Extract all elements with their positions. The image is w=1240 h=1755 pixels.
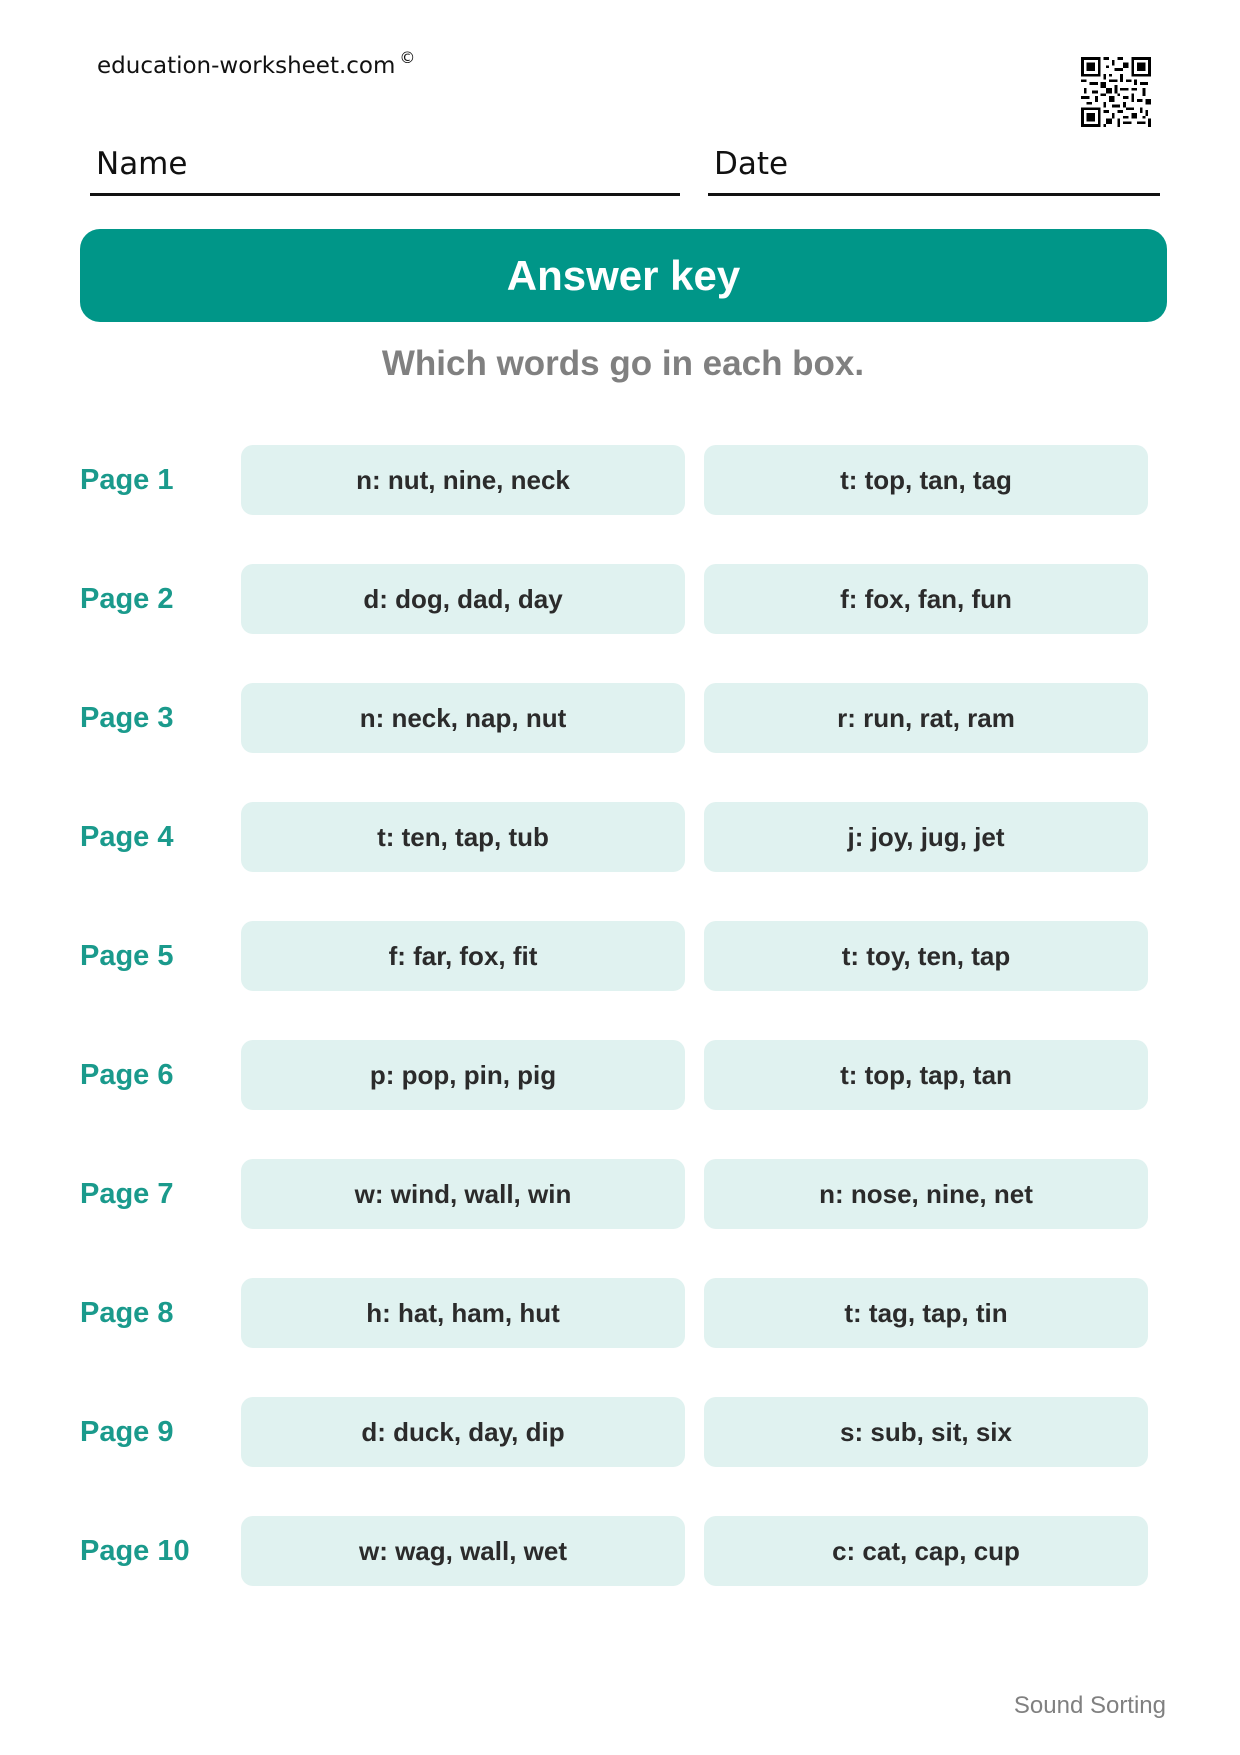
answer-box-right: j: joy, jug, jet (704, 802, 1148, 872)
answer-box-left: w: wind, wall, win (241, 1159, 685, 1229)
page-label: Page 4 (80, 821, 174, 853)
answer-row-page-9 (0, 1397, 1240, 1467)
page-label: Page 8 (80, 1297, 174, 1329)
answer-row-page-10 (0, 1516, 1240, 1586)
answer-box-left: h: hat, ham, hut (241, 1278, 685, 1348)
copyright-symbol: © (399, 48, 416, 67)
answer-row-page-2 (0, 564, 1240, 634)
worksheet-topic-footer: Sound Sorting (1013, 1692, 1166, 1719)
answer-box-right: n: nose, nine, net (704, 1159, 1148, 1229)
site-url: education-worksheet.com (97, 53, 396, 79)
answer-row-page-8 (0, 1278, 1240, 1348)
date-label: Date (714, 146, 789, 182)
site-name (97, 48, 415, 79)
answer-box-right: t: tag, tap, tin (704, 1278, 1148, 1348)
page-label: Page 2 (80, 583, 174, 615)
answer-box-left: n: neck, nap, nut (241, 683, 685, 753)
answer-box-left: n: nut, nine, neck (241, 445, 685, 515)
answer-row-page-3 (0, 683, 1240, 753)
name-field[interactable] (90, 138, 680, 196)
answer-box-left: p: pop, pin, pig (241, 1040, 685, 1110)
answer-row-page-4 (0, 802, 1240, 872)
page-label: Page 7 (80, 1178, 174, 1210)
instructions-subtitle: Which words go in each box. (381, 344, 865, 383)
answer-box-left: f: far, fox, fit (241, 921, 685, 991)
answer-box-right: t: top, tap, tan (704, 1040, 1148, 1110)
qr-code-icon (1081, 57, 1151, 127)
answer-box-left: w: wag, wall, wet (241, 1516, 685, 1586)
answer-row-page-5 (0, 921, 1240, 991)
answer-box-left: d: dog, dad, day (241, 564, 685, 634)
answer-box-right: c: cat, cap, cup (704, 1516, 1148, 1586)
answer-box-left: t: ten, tap, tub (241, 802, 685, 872)
page-label: Page 9 (80, 1416, 174, 1448)
name-label: Name (96, 146, 188, 182)
date-field[interactable] (708, 138, 1160, 196)
answer-box-right: s: sub, sit, six (704, 1397, 1148, 1467)
page-label: Page 5 (80, 940, 174, 972)
answer-box-right: r: run, rat, ram (704, 683, 1148, 753)
banner-title: Answer key (506, 251, 741, 299)
answer-box-right: t: top, tan, tag (704, 445, 1148, 515)
answer-row-page-7 (0, 1159, 1240, 1229)
page-label: Page 6 (80, 1059, 174, 1091)
answer-box-left: d: duck, day, dip (241, 1397, 685, 1467)
answer-box-right: f: fox, fan, fun (704, 564, 1148, 634)
answer-key-banner (80, 229, 1167, 322)
answer-box-right: t: toy, ten, tap (704, 921, 1148, 991)
page-label: Page 1 (80, 464, 174, 496)
page-label: Page 10 (80, 1535, 190, 1567)
answer-row-page-6 (0, 1040, 1240, 1110)
answer-row-page-1 (0, 445, 1240, 515)
page-label: Page 3 (80, 702, 174, 734)
